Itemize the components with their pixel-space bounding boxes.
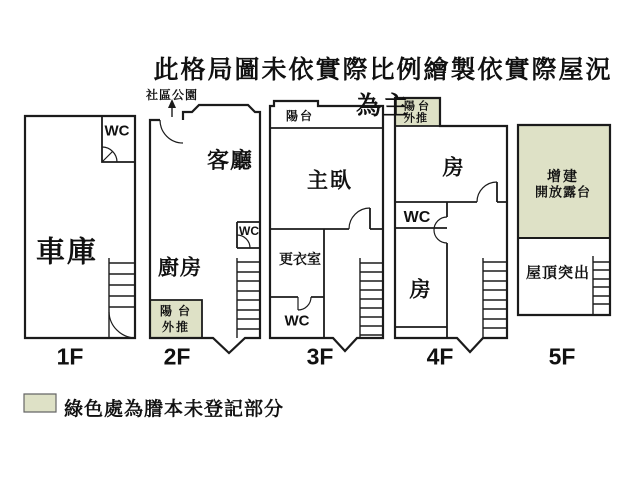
room-label-terrace-line1: 增建 — [547, 168, 579, 184]
room-label-wc-2f: WC — [239, 224, 259, 238]
room-label-wc-3f: WC — [284, 312, 310, 330]
floor-label-2f: 2F — [163, 343, 191, 370]
room-label-balcony-3f: 陽台 — [285, 109, 315, 123]
room-label-balcony-push-4f-line2: 外推 — [404, 112, 428, 125]
room-label-roof-protrusion: 屋頂突出 — [525, 264, 591, 282]
room-label-dressing-room: 更衣室 — [279, 251, 321, 267]
stairs-icon — [360, 258, 383, 338]
bedroom-wall-3f — [270, 208, 383, 229]
floor-label-5f: 5F — [548, 343, 576, 370]
room-label-balcony-push-2f-line2: 外推 — [161, 320, 191, 334]
room-label-room-lower-4f: 房 — [409, 278, 431, 302]
room-label-wc-1f: WC — [104, 122, 130, 140]
door-arc-icon — [160, 120, 183, 143]
room-label-balcony-push-2f-line1: 陽台 — [159, 304, 197, 318]
door-arc-icon — [298, 297, 311, 310]
room-label-garage: 車庫 — [35, 236, 99, 269]
room-wall-4f — [395, 182, 507, 202]
floor-label-3f: 3F — [306, 343, 334, 370]
room-label-terrace-line2: 開放露台 — [534, 184, 592, 200]
room-label-room-upper-4f: 房 — [442, 156, 464, 180]
door-arc-icon — [349, 208, 370, 229]
stairs-icon — [483, 258, 507, 338]
floor-plan-1f — [25, 116, 135, 338]
door-arc-icon — [477, 182, 497, 202]
legend-label: 綠色處為謄本未登記部分 — [64, 399, 285, 420]
floor-label-4f: 4F — [426, 343, 454, 370]
park-note-label: 社區公園 — [145, 88, 199, 102]
stairs-icon — [593, 256, 610, 315]
room-label-master-bedroom: 主臥 — [307, 169, 353, 193]
room-label-living: 客廳 — [206, 148, 254, 173]
room-label-kitchen: 廚房 — [158, 256, 202, 280]
room-label-balcony-push-4f-line1: 陽台 — [404, 100, 432, 113]
disclaimer-title: 此格局圖未依實際比例繪製依實際屋況為主 — [153, 56, 613, 120]
door-arc-icon — [109, 312, 135, 338]
legend-swatch — [24, 394, 56, 412]
room-label-wc-4f: WC — [403, 209, 431, 226]
stairs-icon — [237, 258, 260, 338]
door-arc-icon — [434, 217, 447, 243]
door-arc-icon — [102, 147, 117, 162]
floor-label-1f: 1F — [56, 343, 84, 370]
outline-1f — [25, 116, 135, 338]
